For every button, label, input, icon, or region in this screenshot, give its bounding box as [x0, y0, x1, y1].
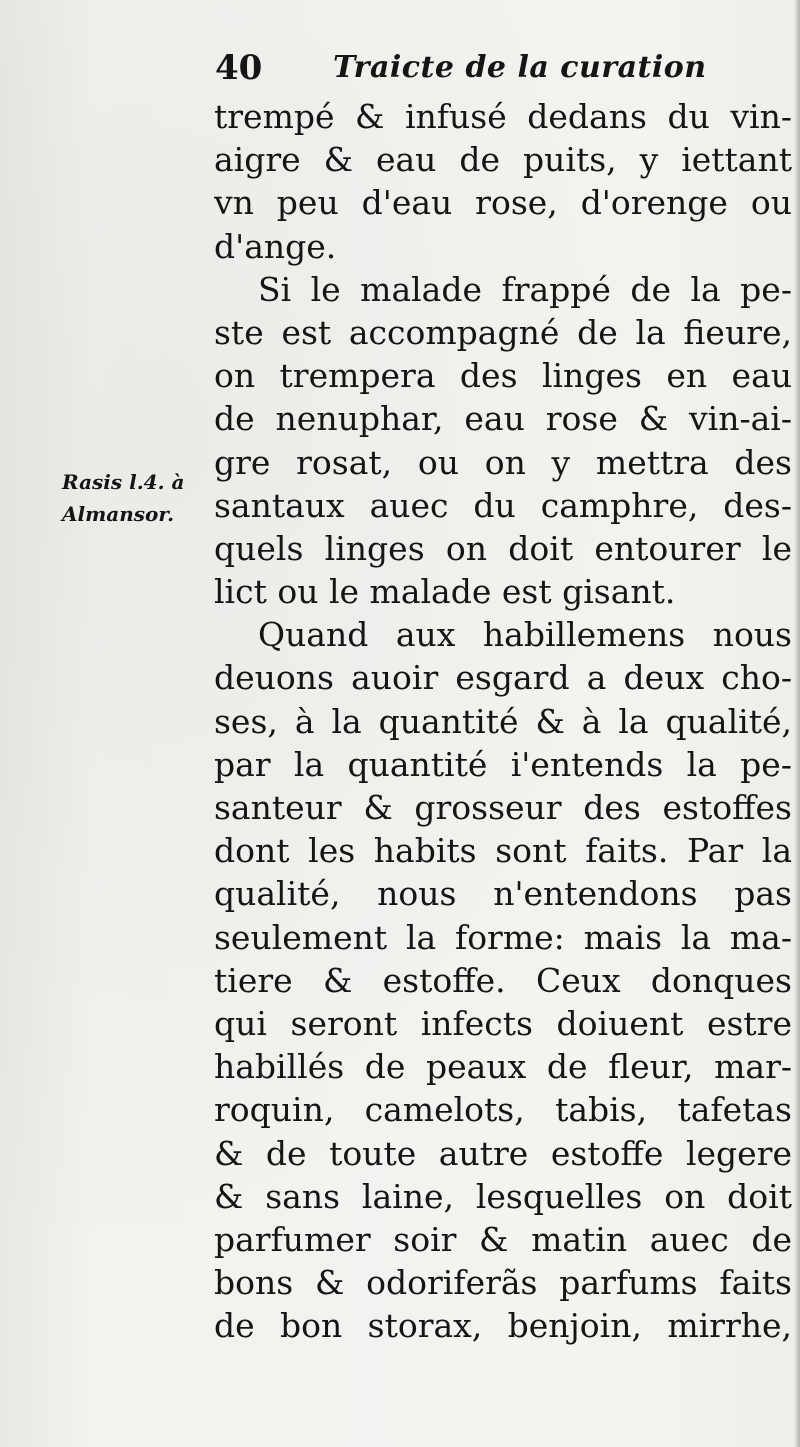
- marginal-note: [62, 466, 212, 530]
- text-line: gre rosat, ou on y mettra des: [214, 442, 792, 482]
- text-line: trempé & infusé dedans du vin-: [214, 97, 792, 136]
- text-line: parfumer soir & matin auec de: [214, 1219, 792, 1259]
- text-line: deuons auoir esgard a deux cho-: [214, 658, 792, 698]
- text-line: roquin, camelots, tabis, tafetas: [214, 1090, 792, 1130]
- text-line: par la quantité i'entends la pe-: [214, 744, 792, 784]
- text-line: santaux auec du camphre, des-: [214, 485, 792, 525]
- text-line: on trempera des linges en eau: [214, 356, 792, 396]
- running-title: Traicte de la curation: [333, 50, 707, 85]
- text-line: ses, à la quantité & à la qualité,: [214, 701, 792, 741]
- text-line: bons & odoriferãs parfums faits: [214, 1263, 792, 1303]
- text-line: santeur & grosseur des estoffes: [214, 788, 792, 827]
- page-edge-shadow: [794, 0, 800, 1447]
- text-line: qualité, nous n'entendons pas: [214, 874, 792, 914]
- text-line: seulement la forme: mais la ma-: [214, 917, 792, 957]
- marginal-note-line: Almansor.: [62, 502, 175, 526]
- marginal-note-line: Rasis l.4. à: [62, 470, 185, 494]
- page-number: 40: [215, 48, 263, 88]
- body-text: [214, 95, 792, 1347]
- text-line: & sans laine, lesquelles on doit: [214, 1176, 792, 1216]
- text-line: Si le malade frappé de la pe-: [258, 269, 792, 309]
- text-line: & de toute autre estoffe legere: [214, 1133, 792, 1173]
- text-line: ste est accompagné de la fieure,: [214, 312, 792, 352]
- text-line: habillés de peaux de fleur, mar-: [214, 1047, 792, 1087]
- text-line: aigre & eau de puits, y iettant: [214, 140, 792, 180]
- page-header: [215, 46, 775, 90]
- text-line: tiere & estoffe. Ceux donques: [214, 960, 792, 1000]
- text-line: dont les habits sont faits. Par la: [214, 831, 792, 871]
- text-line: de nenuphar, eau rose & vin-ai-: [214, 399, 792, 439]
- text-line: Quand aux habillemens nous: [258, 615, 792, 655]
- text-line: vn peu d'eau rose, d'orenge ou: [214, 183, 792, 223]
- text-line: lict ou le malade est gisant.: [214, 572, 676, 612]
- text-line: qui seront infects doiuent estre: [214, 1003, 792, 1043]
- text-line: de bon storax, benjoin, mirrhe,: [214, 1306, 792, 1346]
- text-line: quels linges on doit entourer le: [214, 528, 792, 568]
- text-line: d'ange.: [214, 226, 337, 266]
